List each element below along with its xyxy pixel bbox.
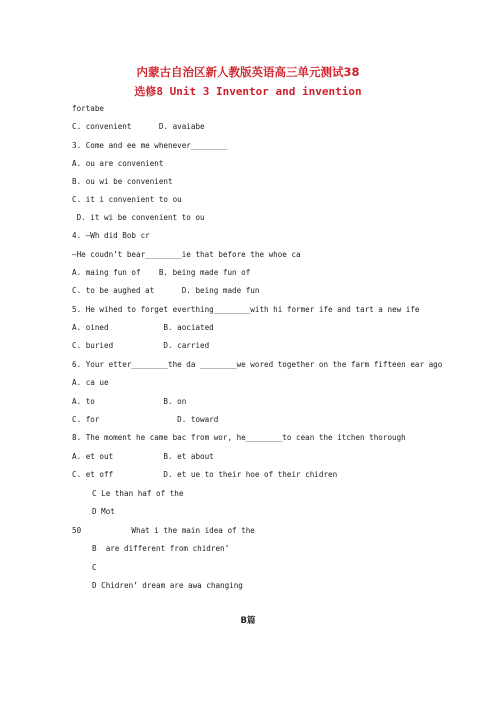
text-line: C. to be aughed at D. being made fun xyxy=(72,286,260,295)
text-line: D. it wi be convenient to ou xyxy=(72,213,205,222)
document-subtitle: 选修8 Unit 3 Inventor and invention xyxy=(134,85,362,98)
text-line: C. et off D. et ue to their hoe of their chidren xyxy=(72,470,338,479)
document-title: 内蒙古自治区新人教版英语高三单元测试38 xyxy=(136,65,360,79)
text-line: C. for D. toward xyxy=(72,415,219,424)
text-line: A. ou are convenient xyxy=(72,159,164,168)
text-line: C Le than haf of the xyxy=(92,489,184,498)
text-line: —He coudn’t bear________ie that before the whoe ca xyxy=(72,250,301,259)
text-line: 6. Your etter________the da ________we wored together on the farm fifteen ear ago xyxy=(72,360,443,369)
text-line: C. buried D. carried xyxy=(72,341,210,350)
text-line: A. to B. on xyxy=(72,397,187,406)
text-line: 5. He wihed to forget everthing________with hi former ife and tart a new ife xyxy=(72,305,420,314)
text-line: A. et out B. et about xyxy=(72,452,214,461)
text-line: D Mot xyxy=(92,507,115,516)
text-line: fortabe xyxy=(72,104,105,113)
text-line: C. convenient D. avaiabe xyxy=(72,122,205,131)
text-line: 8. The moment he came bac from wor, he________to cean the itchen thorough xyxy=(72,433,406,442)
text-line: C xyxy=(92,563,97,572)
text-line: A. oined B. aociated xyxy=(72,323,214,332)
text-line: 50 What i the main idea of the xyxy=(72,526,255,535)
text-line: B. ou wi be convenient xyxy=(72,177,173,186)
text-line: C. it i convenient to ou xyxy=(72,195,182,204)
text-line: 4. —Wh did Bob cr xyxy=(72,231,150,240)
text-line: B are different from chidren’ xyxy=(92,544,230,553)
text-line: A. ca ue xyxy=(72,378,109,387)
text-line: 3. Come and ee me whenever________ xyxy=(72,141,228,150)
text-line: A. maing fun of B. being made fun of xyxy=(72,268,251,277)
section-label: B篇 xyxy=(240,616,256,626)
text-line: D Chidren’ dream are awa changing xyxy=(92,581,243,590)
